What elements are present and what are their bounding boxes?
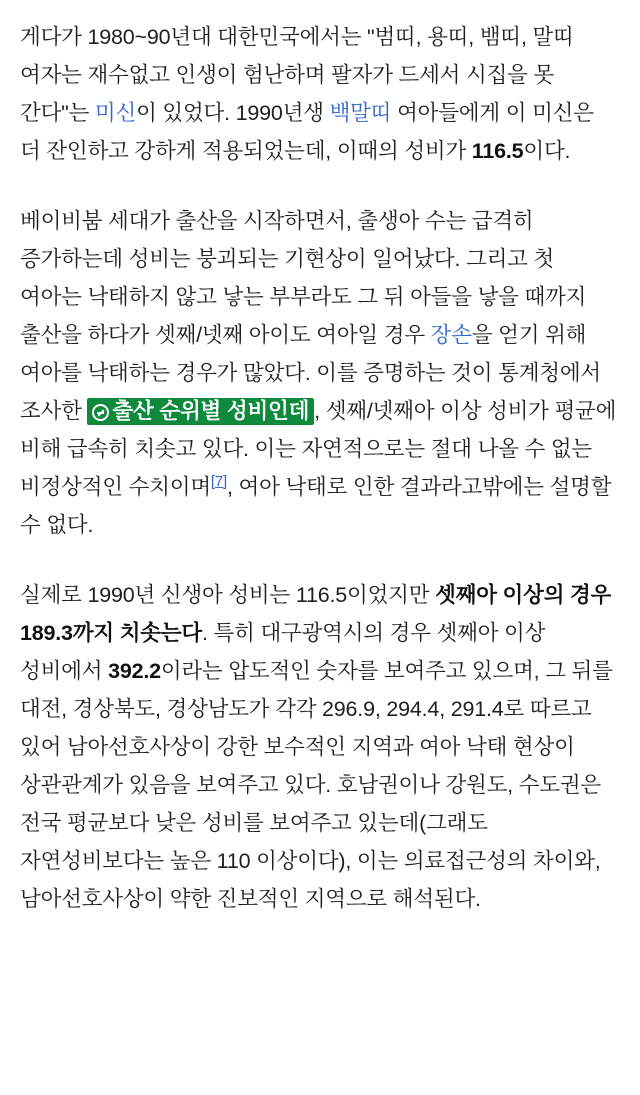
emphasis-text: 392.2 [108, 659, 161, 683]
link-chain-icon [92, 404, 109, 421]
wiki-link[interactable]: 미신 [94, 101, 137, 125]
body-text: 이라는 압도적인 숫자를 보여주고 있으며, 그 뒤를 대전, 경상북도, 경상남도가 각각 296.9, 294.4, 291.4로 따르고 있어 남아선호사상이 강한 보수적인 지역과 여아 낙태 현상이 상관관계가 있음을 보여주고 있다. 호남권이나 강원도, 수도권은 전국 평균보다 낮은 성비를 보여주고 있는데(그래도 자연성비보다는 높은 110 이상이다), 이는 의료접근성의 차이와, 남아선호사상이 약한 진보적인 지역으로 해석된다. [20, 659, 613, 911]
emphasis-text: 116.5 [471, 139, 524, 163]
highlighted-link-annotation[interactable] [87, 398, 314, 425]
paragraph [20, 576, 620, 918]
paragraph [20, 202, 620, 544]
body-text: , 여아 낙태로 인한 결과라고밖에는 설명할 수 없다. [20, 475, 612, 537]
emphasis-text: 셋째아 이상의 경우 189.3까지 치솟는다 [20, 583, 612, 645]
body-text: 실제로 1990년 신생아 성비는 116.5이었지만 [20, 583, 436, 607]
annotation-label: 출산 순위별 성비인데 [112, 399, 310, 423]
body-text: , 셋째/넷째아 이상 성비가 평균에 비해 급속히 치솟고 있다. 이는 자연적으로는 절대 나올 수 없는 비정상적인 수치이며 [20, 399, 617, 499]
body-text: 여아들에게 이 미신은 더 잔인하고 강하게 적용되었는데, 이때의 성비가 [20, 101, 594, 163]
body-text: 이 있었다. 1990년생 [136, 101, 330, 125]
body-text: 을 얻기 위해 여아를 낙태하는 경우가 많았다. 이를 증명하는 것이 통계청에서 조사한 [20, 323, 601, 423]
wiki-link[interactable]: 백말띠 [329, 101, 392, 125]
footnote-reference[interactable]: [7] [210, 472, 227, 490]
body-text: 게다가 1980~90년대 대한민국에서는 "범띠, 용띠, 뱀띠, 말띠 여자는 재수없고 인생이 험난하며 팔자가 드세서 시집을 못 간다"는 [20, 25, 574, 125]
paragraph [20, 18, 620, 170]
body-text: . 특히 대구광역시의 경우 셋째아 이상 성비에서 [20, 621, 546, 683]
wiki-link[interactable]: 장손 [430, 323, 472, 347]
article-body [20, 18, 620, 918]
body-text: 이다. [523, 139, 571, 163]
body-text: 베이비붐 세대가 출산을 시작하면서, 출생아 수는 급격히 증가하는데 성비는 붕괴되는 기현상이 일어났다. 그리고 첫 여아는 낙태하지 않고 낳는 부부라도 그 뒤 아들을 낳을 때까지 출산을 하다가 셋째/넷째 아이도 여아일 경우 [20, 209, 587, 347]
